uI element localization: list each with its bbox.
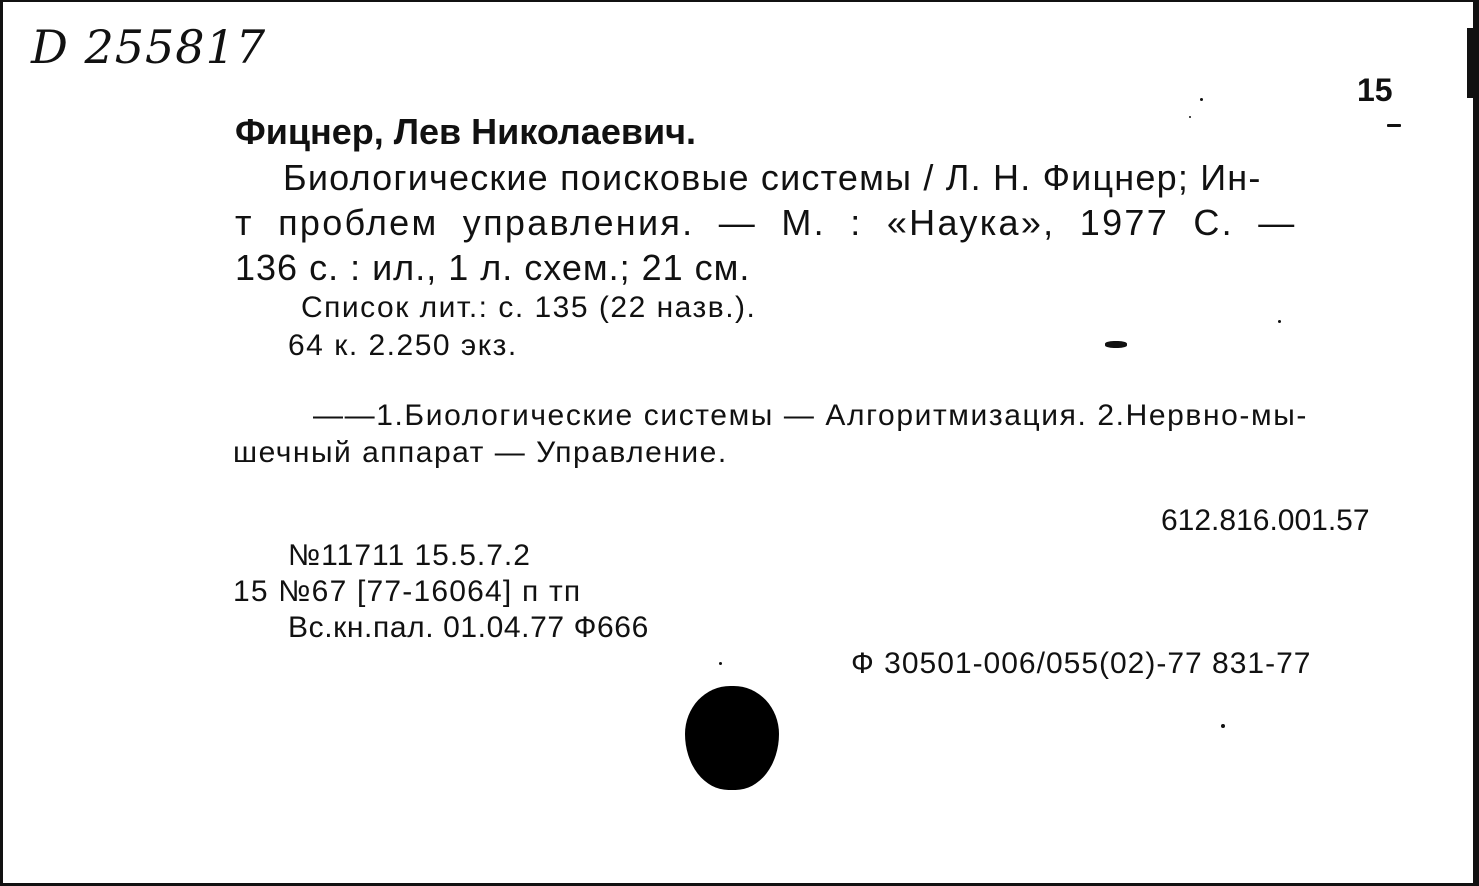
edge-mark xyxy=(1467,28,1473,98)
punch-hole xyxy=(685,686,779,790)
bibliography-note: Список лит.: с. 135 (22 назв.). xyxy=(301,291,757,324)
publisher-index: Ф 30501-006/055(02)-77 831-77 xyxy=(851,647,1312,680)
author-heading: Фицнер, Лев Николаевич. xyxy=(235,111,697,152)
title-line-1: Биологические поисковые системы / Л. Н. Фицнер; Ин- xyxy=(283,157,1262,198)
title-line-3: 136 с. : ил., 1 л. схем.; 21 см. xyxy=(235,247,751,288)
classification-number: 612.816.001.57 xyxy=(1161,504,1370,537)
subjects-line-1: ——1.Биологические системы — Алгоритмизация. 2.Нервно-мы- xyxy=(313,399,1308,432)
registry-line-3: Вс.кн.пал. 01.04.77 Ф666 xyxy=(288,611,649,644)
ink-speck xyxy=(719,662,722,665)
ink-speck xyxy=(1387,124,1401,127)
ink-speck xyxy=(1105,341,1127,348)
registry-line-2: 15 №67 [77-16064] п тп xyxy=(233,575,582,608)
ink-speck xyxy=(1189,116,1191,118)
price-note: 64 к. 2.250 экз. xyxy=(288,329,518,362)
page-number: 15 xyxy=(1357,72,1393,108)
registry-line-1: №11711 15.5.7.2 xyxy=(288,539,531,572)
ink-speck xyxy=(1200,98,1203,101)
ink-speck xyxy=(1221,724,1225,728)
subjects-line-2: шечный аппарат — Управление. xyxy=(233,436,728,469)
title-line-2: т проблем управления. — М. : «Наука», 1977 С. — xyxy=(235,202,1297,243)
handwritten-inventory-number: D 255817 xyxy=(31,20,267,74)
ink-speck xyxy=(1278,320,1281,323)
